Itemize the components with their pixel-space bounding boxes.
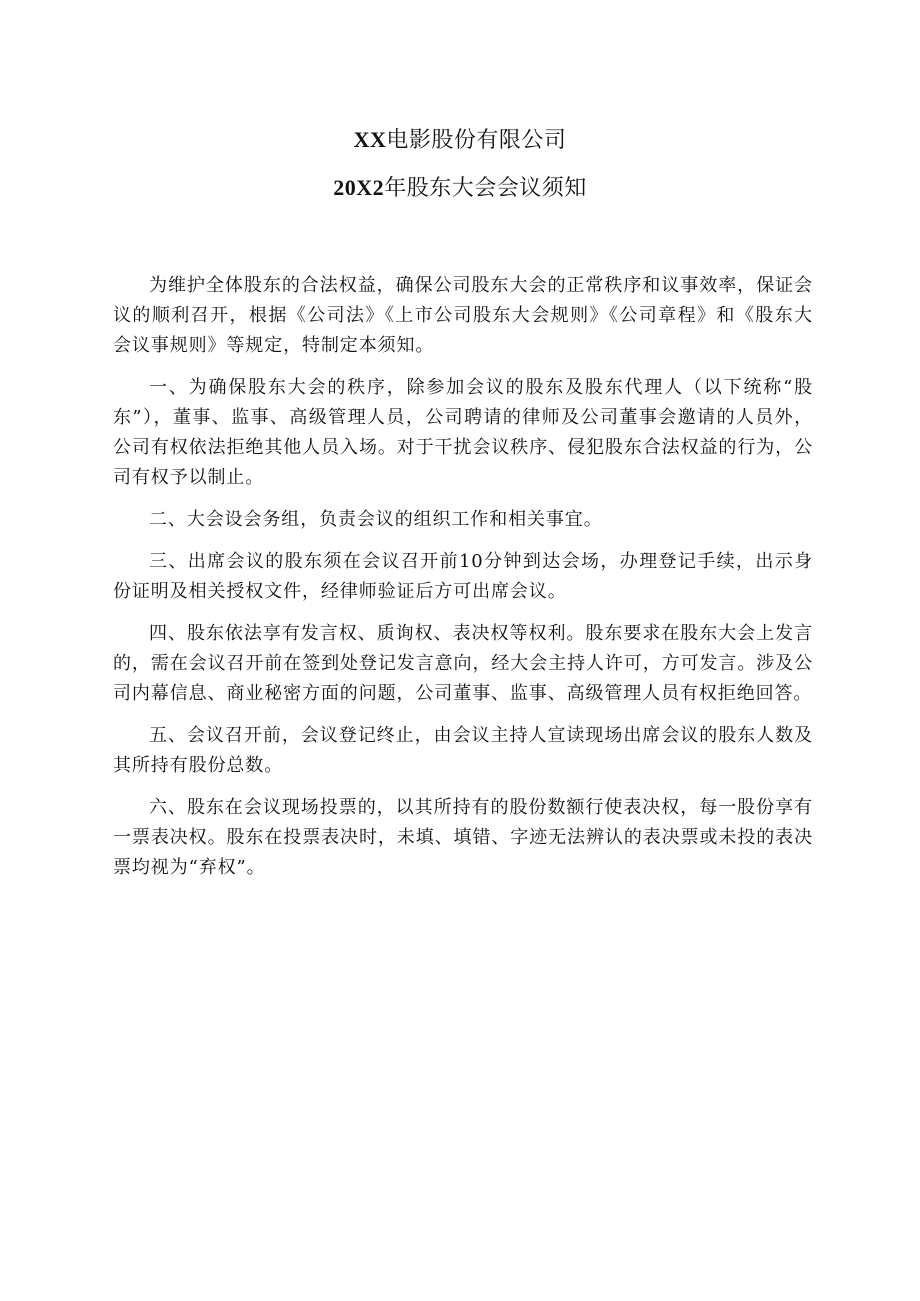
paragraph-rule-1: 一、为确保股东大会的秩序，除参加会议的股东及股东代理人（以下统称“股东”），董事、监事、高级管理人员，公司聘请的律师及公司董事会邀请的人员外，公司有权依法拒绝其他人员入场。对于干扰会议秩序、侵犯股东合法权益的行为，公司有权予以制止。 [113,377,813,488]
document-title [0,128,920,200]
title-meeting-notice: 20X2年股东大会会议须知 [333,175,587,201]
paragraph-rule-6: 六、股东在会议现场投票的，以其所持有的股份数额行使表决权，每一股份享有一票表决权。股东在投票表决时，未填、填错、字迹无法辨认的表决票或未投的表决票均视为“弃权”。 [113,797,813,878]
paragraph-rule-4: 四、股东依法享有发言权、质询权、表决权等权利。股东要求在股东大会上发言的，需在会议召开前在签到处登记发言意向，经大会主持人许可，方可发言。涉及公司内幕信息、商业秘密方面的问题，公司董事、监事、高级管理人员有权拒绝回答。 [113,623,813,704]
paragraph-rule-3: 三、出席会议的股东须在会议召开前10分钟到达会场，办理登记手续，出示身份证明及相关授权文件，经律师验证后方可出席会议。 [113,551,813,602]
paragraph-intro: 为维护全体股东的合法权益，确保公司股东大会的正常秩序和议事效率，保证会议的顺利召开，根据《公司法》《上市公司股东大会规则》《公司章程》和《股东大会议事规则》等规定，特制定本须知。 [113,275,813,356]
paragraph-rule-2: 二、大会设会务组，负责会议的组织工作和相关事宜。 [149,509,603,530]
paragraph-rule-5: 五、会议召开前，会议登记终止，由会议主持人宣读现场出席会议的股东人数及其所持有股份总数。 [113,725,813,776]
title-company: XX电影股份有限公司 [353,127,567,153]
document-body [113,271,813,895]
